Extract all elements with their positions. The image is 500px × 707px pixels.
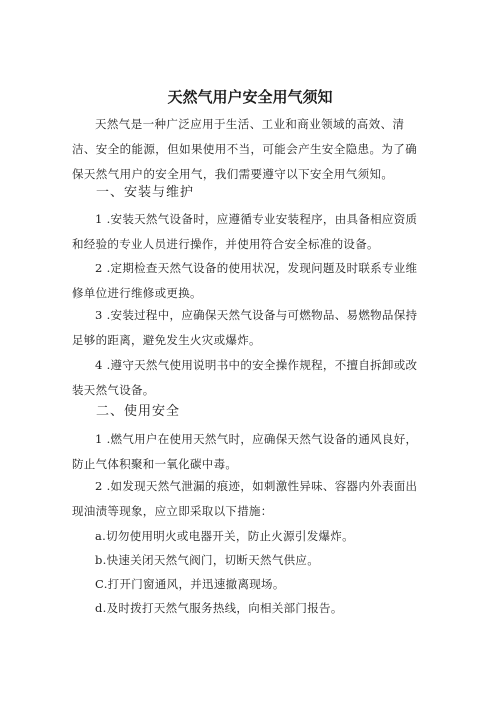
list-item: 1 .安装天然气设备时，应遵循专业安装程序，由具备相应资质和经验的专业人员进行操作，并使用符合安全标准的设备。 xyxy=(72,212,418,251)
section-heading-usage: 二、使用安全 xyxy=(96,404,181,419)
sub-item: C.打开门窗通风，并迅速撤离现场。 xyxy=(95,577,285,591)
sub-item: b.快速关闭天然气阀门，切断天然气供应。 xyxy=(95,553,320,567)
list-item: 2 .定期检查天然气设备的使用状况，发现问题及时联系专业维修单位进行维修或更换。 xyxy=(72,261,418,300)
sub-item: a.切勿使用明火或电器开关，防止火源引发爆炸。 xyxy=(95,529,354,543)
sub-item: d.及时拨打天然气服务热线，向相关部门报告。 xyxy=(95,601,343,615)
list-item: 2 .如发现天然气泄漏的痕迹，如刺激性异味、容器内外表面出现油渍等现象，应立即采取以下措施： xyxy=(72,479,418,518)
list-item: 1 .燃气用户在使用天然气时，应确保天然气设备的通风良好，防止气体积聚和一氧化碳中毒。 xyxy=(72,432,418,471)
section-heading-installation: 一、安装与维护 xyxy=(96,185,195,200)
document-title: 天然气用户安全用气须知 xyxy=(167,88,333,106)
list-item: 4 .遵守天然气使用说明书中的安全操作规程，不擅自拆卸或改装天然气设备。 xyxy=(72,358,418,397)
intro-paragraph: 天然气是一种广泛应用于生活、工业和商业领域的高效、清洁、安全的能源，但如果使用不当，可能会产生安全隐患。为了确保天然气用户的安全用气，我们需要遵守以下安全用气须知。 xyxy=(72,117,418,181)
list-item: 3 .安装过程中，应确保天然气设备与可燃物品、易燃物品保持足够的距离，避免发生火灾或爆炸。 xyxy=(72,308,418,347)
